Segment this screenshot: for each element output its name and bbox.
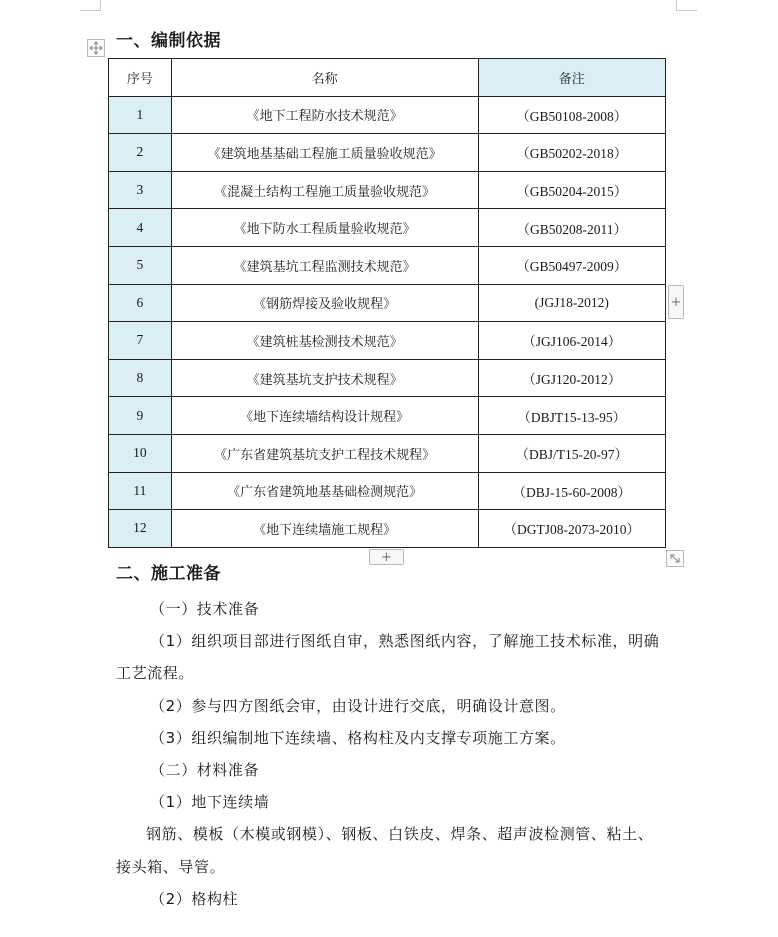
- row-name: 《建筑基坑工程监测技术规范》: [171, 246, 478, 284]
- table-row: [109, 359, 666, 397]
- row-note: （DGTJ08-2073-2010）: [478, 510, 665, 548]
- table-row: [109, 134, 666, 172]
- table-row: [109, 171, 666, 209]
- subheading-material-prep: （二）材料准备: [150, 761, 260, 779]
- row-no: 5: [109, 246, 172, 284]
- header-no: 序号: [109, 59, 172, 97]
- row-no: 7: [109, 322, 172, 360]
- table-row: [109, 246, 666, 284]
- row-note: （DBJ/T15-20-97）: [478, 434, 665, 472]
- row-name: 《地下防水工程质量验收规范》: [171, 209, 478, 247]
- table-row: [109, 472, 666, 510]
- row-no: 3: [109, 171, 172, 209]
- table-resize-handle-icon[interactable]: [666, 550, 684, 567]
- row-name: 《混凝土结构工程施工质量验收规范》: [171, 171, 478, 209]
- table-row: [109, 397, 666, 435]
- row-name: 《地下工程防水技术规范》: [171, 96, 478, 134]
- add-column-button[interactable]: +: [668, 285, 684, 319]
- header-name: 名称: [171, 59, 478, 97]
- header-note: 备注: [478, 59, 665, 97]
- row-no: 6: [109, 284, 172, 322]
- paragraph-line: 接头箱、导管。: [116, 858, 226, 876]
- row-name: 《钢筋焊接及验收规程》: [171, 284, 478, 322]
- table-row: [109, 209, 666, 247]
- table-row: [109, 284, 666, 322]
- row-note: （GB50208-2011）: [478, 209, 665, 247]
- add-row-button[interactable]: +: [369, 549, 404, 565]
- row-name: 《地下连续墙结构设计规程》: [171, 397, 478, 435]
- page-corner-mark-right: [676, 0, 697, 11]
- row-note: (JGJ18-2012): [478, 284, 665, 322]
- row-note: （GB50108-2008）: [478, 96, 665, 134]
- row-note: （JGJ106-2014）: [478, 322, 665, 360]
- table-row: [109, 96, 666, 134]
- table-row: [109, 434, 666, 472]
- row-no: 8: [109, 359, 172, 397]
- row-name: 《建筑基坑支护技术规程》: [171, 359, 478, 397]
- row-note: （DBJT15-13-95）: [478, 397, 665, 435]
- row-no: 9: [109, 397, 172, 435]
- section2-heading: 二、施工准备: [116, 564, 221, 584]
- row-note: （JGJ120-2012）: [478, 359, 665, 397]
- row-name: 《广东省建筑地基基础检测规范》: [171, 472, 478, 510]
- row-name: 《建筑桩基检测技术规范》: [171, 322, 478, 360]
- paragraph-line: 钢筋、模板（木模或钢模）、钢板、白铁皮、焊条、超声波检测管、粘土、: [146, 825, 654, 843]
- basis-table: [108, 58, 666, 548]
- row-no: 10: [109, 434, 172, 472]
- row-name: 《建筑地基基础工程施工质量验收规范》: [171, 134, 478, 172]
- row-note: （GB50202-2018）: [478, 134, 665, 172]
- table-row: [109, 510, 666, 548]
- row-no: 2: [109, 134, 172, 172]
- section1-heading: 一、编制依据: [116, 31, 221, 51]
- row-note: （GB50204-2015）: [478, 171, 665, 209]
- row-note: （GB50497-2009）: [478, 246, 665, 284]
- row-no: 11: [109, 472, 172, 510]
- table-header-row: [109, 59, 666, 97]
- table-row: [109, 322, 666, 360]
- paragraph-line: （1）地下连续墙: [150, 793, 270, 811]
- paragraph-line: （3）组织编制地下连续墙、格构柱及内支撑专项施工方案。: [150, 729, 566, 747]
- page-corner-mark-left: [80, 0, 101, 11]
- row-no: 1: [109, 96, 172, 134]
- paragraph-line: （2）参与四方图纸会审，由设计进行交底，明确设计意图。: [150, 697, 566, 715]
- row-name: 《广东省建筑基坑支护工程技术规程》: [171, 434, 478, 472]
- row-name: 《地下连续墙施工规程》: [171, 510, 478, 548]
- table-move-handle-icon[interactable]: [87, 39, 105, 57]
- row-no: 4: [109, 209, 172, 247]
- paragraph-line: （1）组织项目部进行图纸自审，熟悉图纸内容，了解施工技术标准，明确: [150, 632, 660, 650]
- paragraph-line: 工艺流程。: [116, 664, 195, 682]
- row-no: 12: [109, 510, 172, 548]
- row-note: （DBJ-15-60-2008）: [478, 472, 665, 510]
- paragraph-line: （2）格构柱: [150, 890, 239, 908]
- subheading-tech-prep: （一）技术准备: [150, 600, 260, 618]
